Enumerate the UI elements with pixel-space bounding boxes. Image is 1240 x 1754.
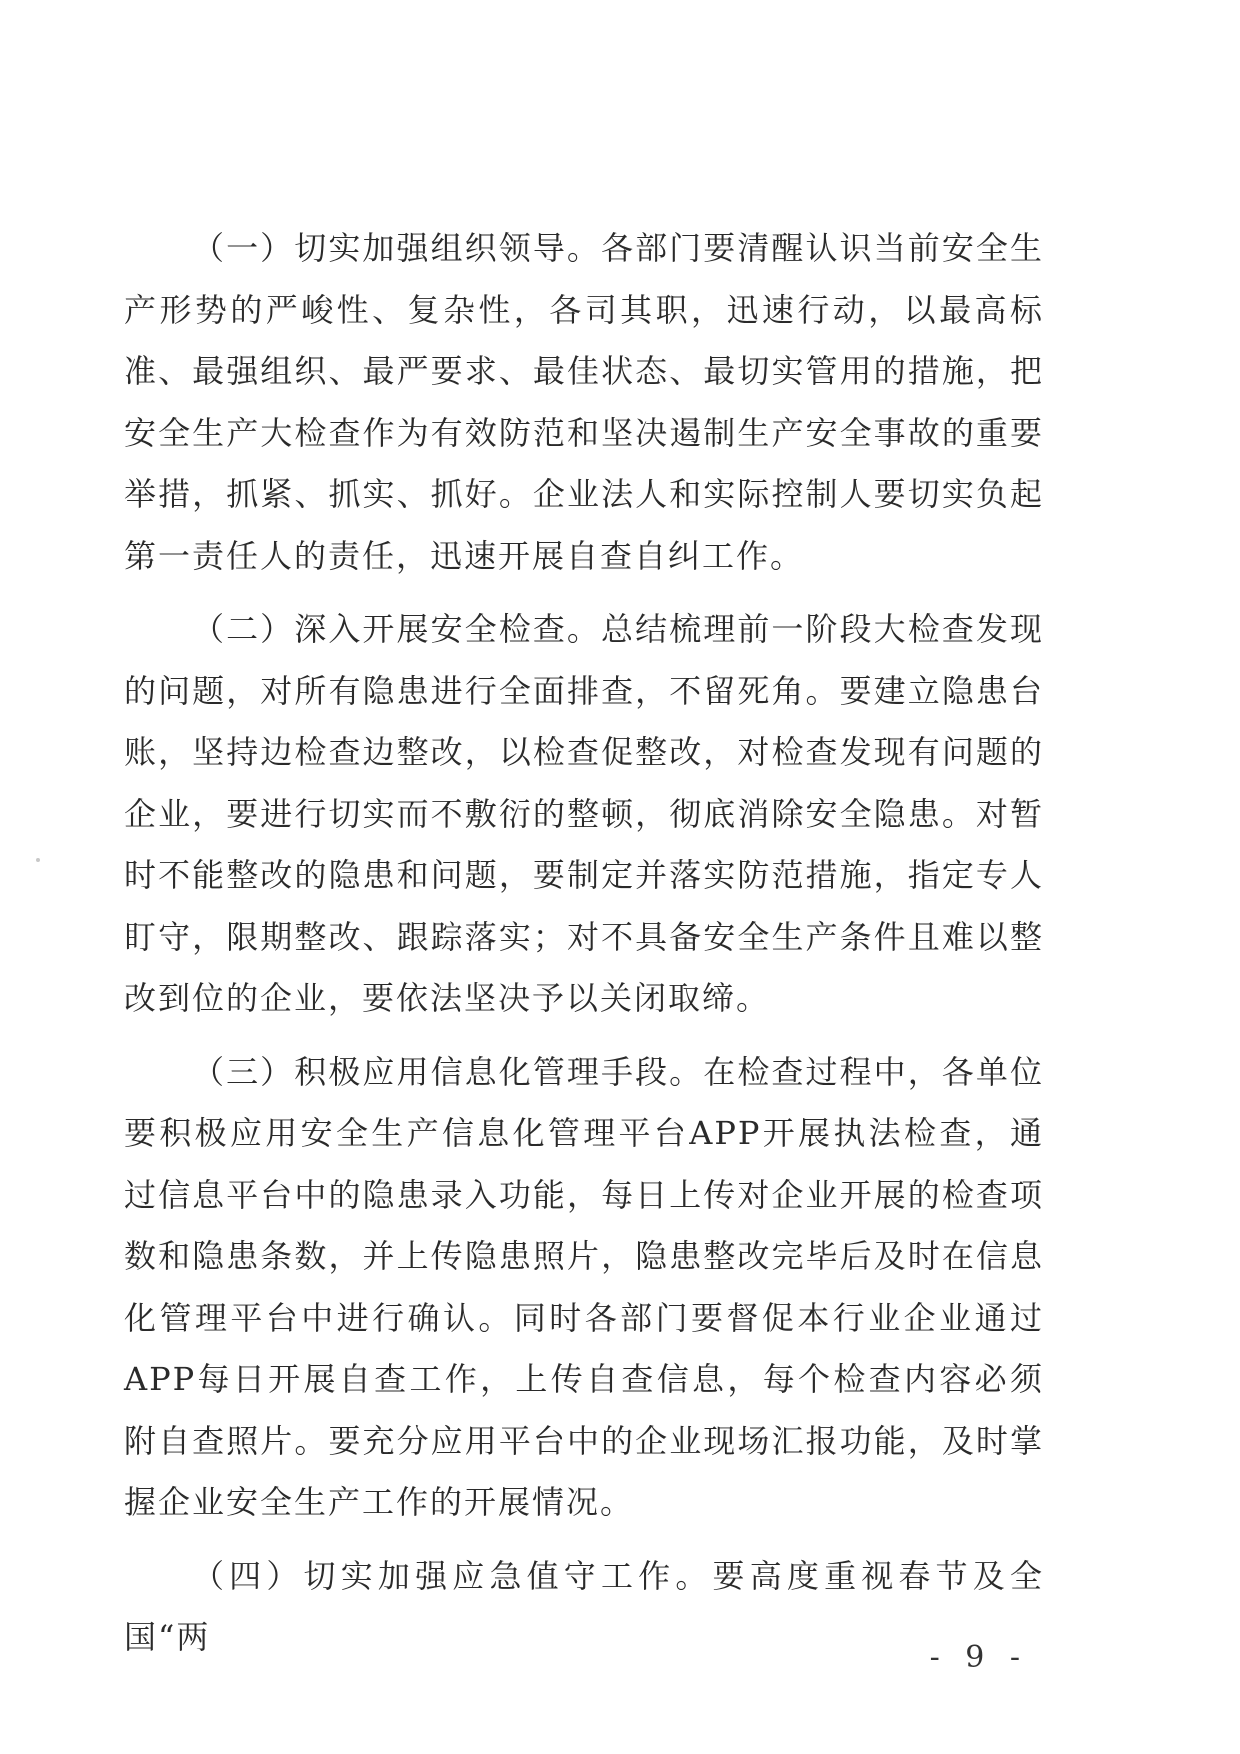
paragraph-text: 在检查过程中，各单位要积极应用安全生产信息化管理平台APP开展执法检查，通过信息平台中的隐患录入功能，每日上传对企业开展的检查项数和隐患条数，并上传隐患照片，隐患整改完毕后及时在信息化管理平台中进行确认。同时各部门要督促本行业企业通过APP每日开展自查工作，上传自查信息，每个检查内容必须附自查照片。要充分应用平台中的企业现场汇报功能，及时掌握企业安全生产工作的开展情况。 [124,1052,1044,1521]
paragraph-3 [124,1042,1044,1534]
scan-artifact [36,858,40,862]
document-body [124,218,1044,1681]
page-number: - 9 - [929,1640,1028,1675]
paragraph-text: 总结梳理前一阶段大检查发现的问题，对所有隐患进行全面排查，不留死角。要建立隐患台账，坚持边检查边整改，以检查促整改，对检查发现有问题的企业，要进行切实而不敷衍的整顿，彻底消除安全隐患。对暂时不能整改的隐患和问题，要制定并落实防范措施，指定专人盯守，限期整改、跟踪落实；对不具备安全生产条件且难以整改到位的企业，要依法坚决予以关闭取缔。 [124,610,1044,1017]
paragraph-1 [124,218,1044,587]
paragraph-text: 各部门要清醒认识当前安全生产形势的严峻性、复杂性，各司其职，迅速行动，以最高标准、最强组织、最严要求、最佳状态、最切实管用的措施，把安全生产大检查作为有效防范和坚决遏制生产安全事故的重要举措，抓紧、抓实、抓好。企业法人和实际控制人要切实负起第一责任人的责任，迅速开展自查自纠工作。 [124,229,1044,575]
paragraph-heading: （一）切实加强组织领导。 [192,229,601,267]
paragraph-4 [124,1546,1044,1669]
paragraph-heading: （三）积极应用信息化管理手段。 [192,1052,704,1091]
paragraph-heading: （四）切实加强应急值守工作。 [192,1556,713,1595]
paragraph-text: 要高度重视春节及全国“两 [124,1556,1044,1656]
paragraph-heading: （二）深入开展安全检查。 [192,610,601,648]
paragraph-2 [124,599,1044,1030]
